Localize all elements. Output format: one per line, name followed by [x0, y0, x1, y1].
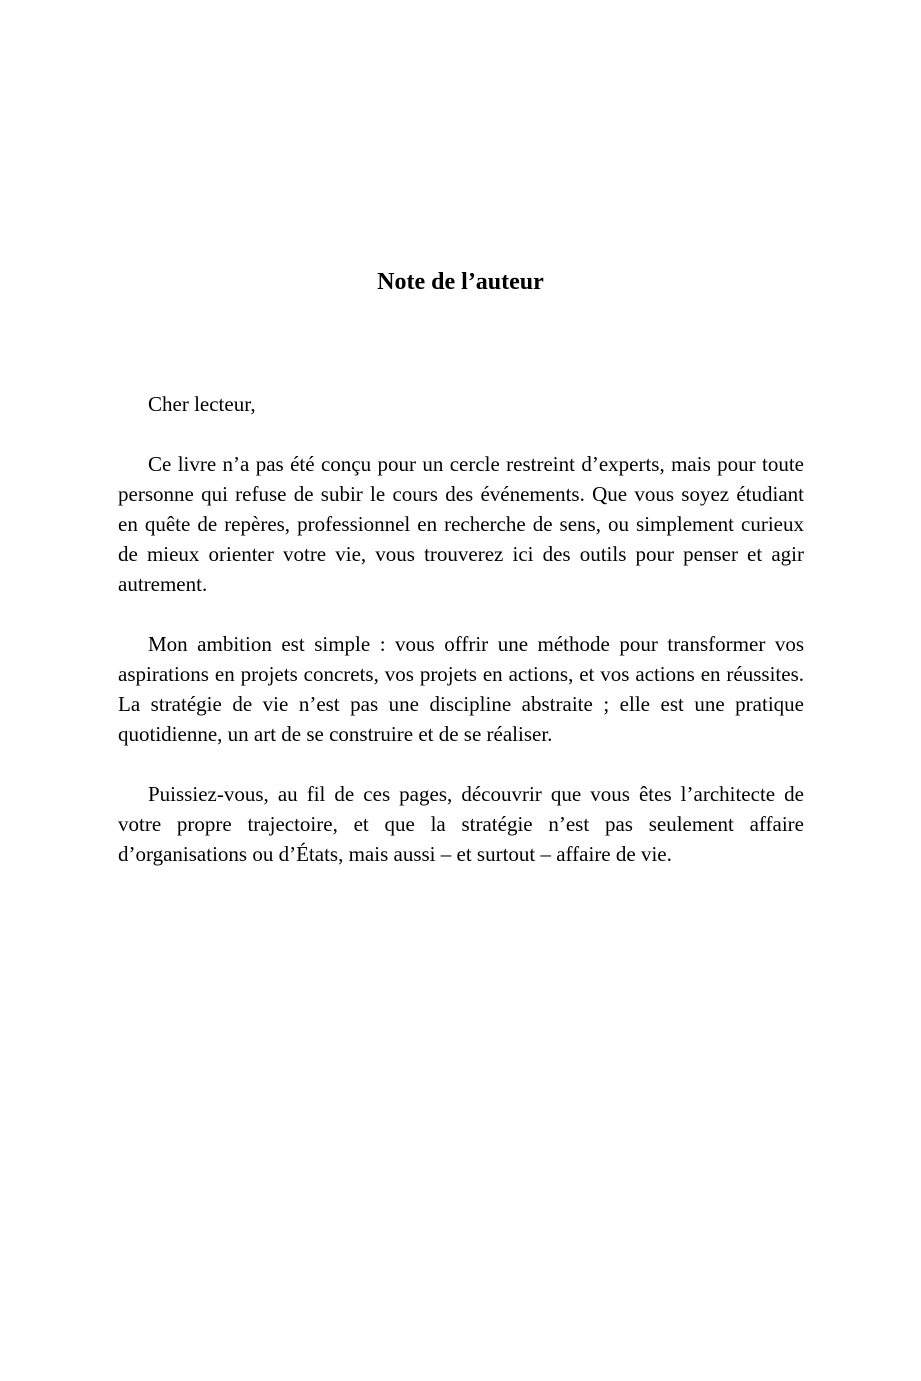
paragraph-2: Mon ambition est simple : vous offrir une méthode pour transformer vos aspirations en projets concrets, vos projets en actions, et vos actions en réussites. La stratégie de vie n’est pas une discipline abstraite ; elle est une pratique quotidienne, un art de se construire et de se réaliser. [118, 632, 804, 746]
paragraph-3: Puissiez-vous, au fil de ces pages, découvrir que vous êtes l’architecte de votre propre trajectoire, et que la stratégie n’est pas seulement affaire d’organisations ou d’États, mais aussi – et surtout – affaire de vie. [118, 782, 804, 866]
salutation: Cher lecteur, [148, 392, 256, 416]
page-title: Note de l’auteur [377, 269, 544, 295]
paragraph-1: Ce livre n’a pas été conçu pour un cercle restreint d’experts, mais pour toute personne qui refuse de subir le cours des événements. Que vous soyez étudiant en quête de repères, professionnel en recherche de sens, ou simplement curieux de mieux orienter votre vie, vous trouverez ici des outils pour penser et agir autrement. [118, 452, 804, 596]
author-note-body [118, 389, 804, 899]
